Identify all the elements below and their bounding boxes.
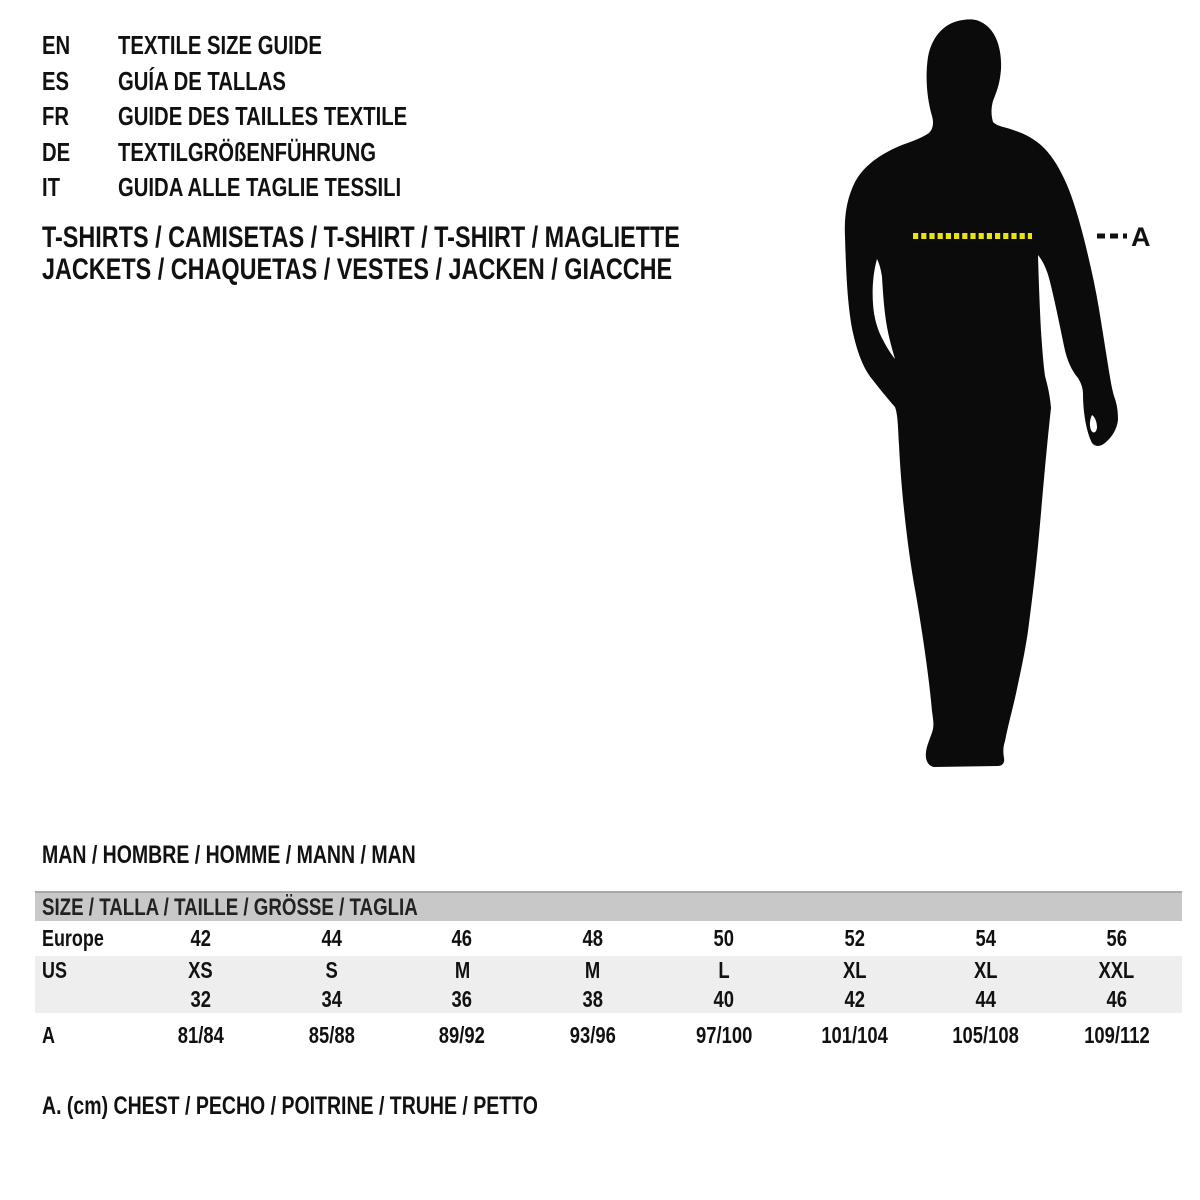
man-silhouette-figure [840,15,1160,780]
language-title: GUIDA ALLE TAGLIE TESSILI [118,172,402,203]
size-cell: L [718,957,730,983]
language-title: GUÍA DE TALLAS [118,65,286,96]
size-cell: 32 [190,985,211,1012]
table-row-us [35,956,1182,985]
size-cell: 34 [321,985,342,1012]
size-cell: 44 [975,985,996,1012]
language-row [42,135,489,171]
row-label: A [42,1022,55,1048]
size-cell: 38 [582,985,604,1012]
language-code: EN [42,30,71,61]
category-line-tshirts: T-SHIRTS / CAMISETAS / T-SHIRT / T-SHIRT / MAGLIETTE [42,221,680,254]
language-title: TEXTILE SIZE GUIDE [118,30,322,61]
size-cell: 97/100 [695,1022,753,1048]
row-label: US [42,957,67,983]
row-label: Europe [42,925,104,951]
size-cell: 44 [321,925,342,951]
size-cell: 89/92 [439,1022,486,1048]
size-table-header: SIZE / TALLA / TAILLE / GRÖSSE / TAGLIA [35,891,1182,921]
language-code: DE [42,136,71,167]
size-cell: S [325,957,338,983]
language-row [42,28,489,64]
size-cell: 46 [451,925,473,951]
size-cell: 56 [1106,925,1127,951]
size-cell: 36 [451,985,473,1012]
size-cell: 40 [713,985,735,1012]
table-row-chest [35,1013,1182,1058]
category-lines [42,222,860,286]
size-cell: 42 [190,925,211,951]
language-code: IT [42,172,61,203]
size-cell: 42 [844,985,866,1012]
size-cell: M [585,957,601,983]
size-cell: XS [188,957,213,983]
size-table [35,891,1182,1058]
size-cell: M [454,957,470,983]
language-list [42,28,489,206]
size-cell: 54 [975,925,996,951]
size-cell: 48 [582,925,604,951]
table-row-numeric [35,985,1182,1013]
size-cell: 52 [844,925,866,951]
size-cell: XL [843,957,867,983]
size-cell: 46 [1106,985,1127,1012]
size-cell: 50 [713,925,735,951]
size-cell: 81/84 [177,1022,224,1048]
language-title: GUIDE DES TAILLES TEXTILE [118,101,408,132]
language-row [42,64,489,100]
language-code: FR [42,101,70,132]
size-cell: 105/108 [952,1022,1019,1048]
category-line-jackets: JACKETS / CHAQUETAS / VESTES / JACKEN / GIACCHE [42,253,673,286]
table-row-europe [35,921,1182,956]
language-title: TEXTILGRÖßENFÜHRUNG [118,136,376,167]
gender-heading: MAN / HOMBRE / HOMME / MANN / MAN [42,841,416,869]
language-code: ES [42,65,70,96]
size-cell: 93/96 [570,1022,617,1048]
size-cell: 101/104 [821,1022,889,1048]
size-cell: XXL [1098,957,1135,983]
size-cell: 85/88 [308,1022,355,1048]
size-cell: XL [973,957,998,983]
language-row [42,99,489,135]
language-row [42,170,489,206]
size-cell: 109/112 [1083,1022,1150,1048]
measurement-footnote: A. (cm) CHEST / PECHO / POITRINE / TRUHE / PETTO [42,1092,538,1120]
man-silhouette [845,19,1118,767]
measure-label-a: A [1131,222,1151,252]
